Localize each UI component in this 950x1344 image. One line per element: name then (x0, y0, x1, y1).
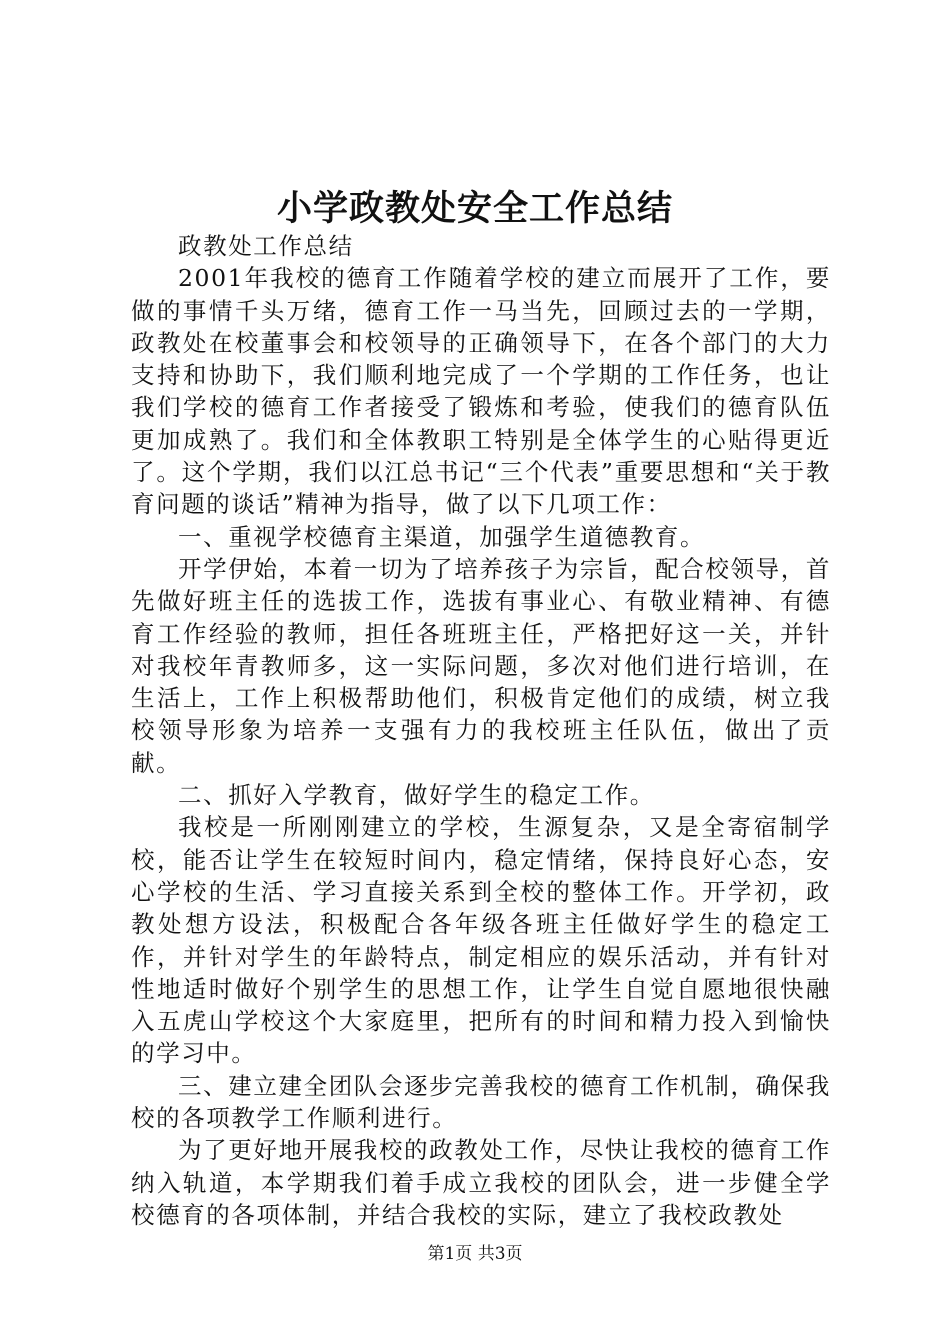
section-heading-3: 三、建立建全团队会逐步完善我校的德育工作机制，确保我校的各项教学工作顺利进行。 (131, 1071, 831, 1133)
page-footer: 第1页 共3页 (427, 1244, 523, 1264)
paragraph-intro: 2001年我校的德育工作随着学校的建立而展开了工作，要做的事情千头万绪，德育工作一马当先，回顾过去的一学期，政教处在校董事会和校领导的正确领导下，在各个部门的大力支持和协助下，我们顺利地完成了一个学期的工作任务，也让我们学校的德育工作者接受了锻炼和考验，使我们的德育队伍更加成熟了。我们和全体教职工特别是全体学生的心贴得更近了。这个学期，我们以江总书记“三个代表”重要思想和“关于教育问题的谈话”精神为指导，做了以下几项工作： (131, 264, 831, 519)
paragraph-heading: 政教处工作总结 (178, 232, 354, 260)
paragraph-section-3: 为了更好地开展我校的政教处工作，尽快让我校的德育工作纳入轨道，本学期我们着手成立我校的团队会，进一步健全学校德育的各项体制，并结合我校的实际，建立了我校政教处 (131, 1136, 831, 1229)
section-heading-1: 一、重视学校德育主渠道，加强学生道德教育。 (178, 522, 706, 551)
section-heading-2: 二、抓好入学教育，做好学生的稳定工作。 (178, 781, 655, 810)
document-title: 小学政教处安全工作总结 (276, 188, 673, 229)
paragraph-section-2: 我校是一所刚刚建立的学校，生源复杂，又是全寄宿制学校，能否让学生在较短时间内，稳定情绪，保持良好心态，安心学校的生活、学习直接关系到全校的整体工作。开学初，政教处想方设法，积极配合各年级各班主任做好学生的稳定工作，并针对学生的年龄特点，制定相应的娱乐活动，并有针对性地适时做好个别学生的思想工作，让学生自觉自愿地很快融入五虎山学校这个大家庭里，把所有的时间和精力投入到愉快的学习中。 (131, 813, 831, 1068)
paragraph-section-1: 开学伊始，本着一切为了培养孩子为宗旨，配合校领导，首先做好班主任的选拔工作，选拔有事业心、有敬业精神、有德育工作经验的教师，担任各班班主任，严格把好这一关，并针对我校年青教师多，这一实际问题，多次对他们进行培训，在生活上，工作上积极帮助他们，积极肯定他们的成绩，树立我校领导形象为培养一支强有力的我校班主任队伍，做出了贡献。 (131, 554, 831, 777)
document-body (131, 230, 831, 1231)
